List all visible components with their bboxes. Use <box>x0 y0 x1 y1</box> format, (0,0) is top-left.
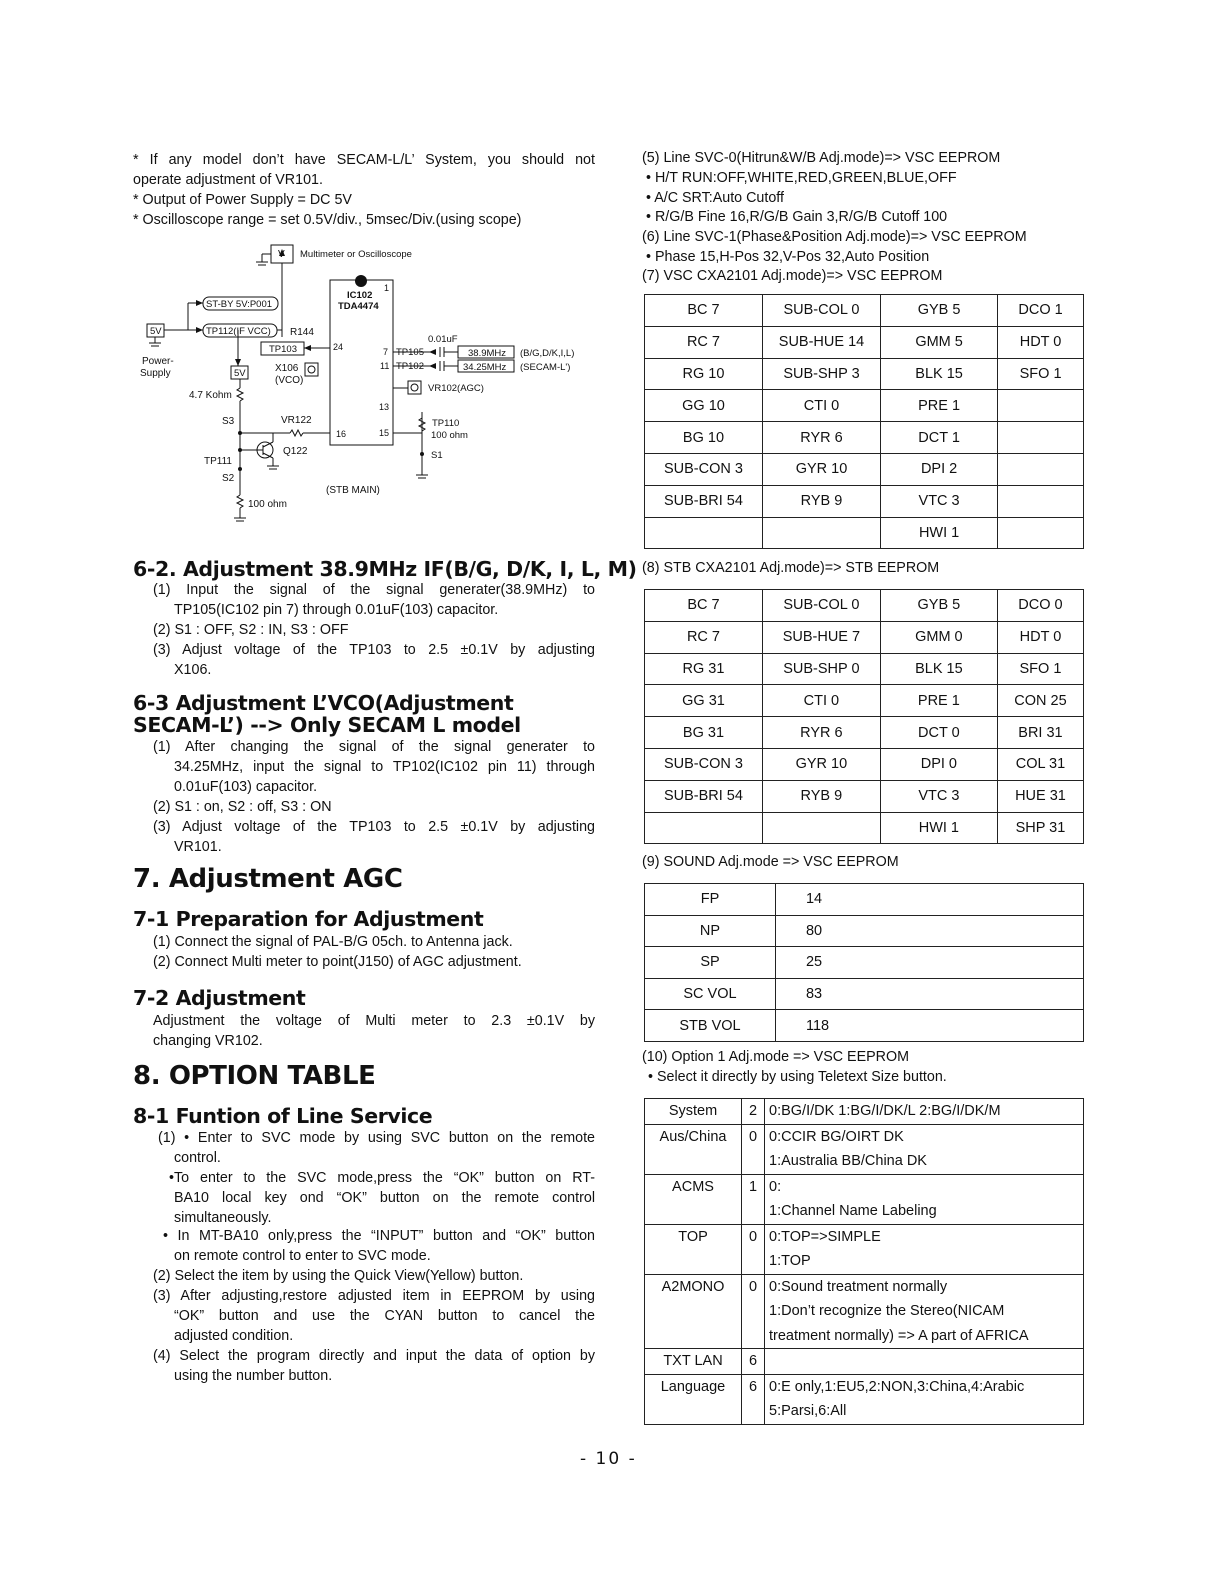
table-row <box>645 1010 1084 1042</box>
table-cell <box>998 517 1084 549</box>
table-cell: 83 <box>775 978 1083 1010</box>
diagram-label: VR102(AGC) <box>428 383 484 394</box>
text-line: (2) Connect Multi meter to point(J150) of AGC adjustment. <box>153 954 522 970</box>
section-title: SECAM-L’) --> Only SECAM L model <box>133 713 521 737</box>
diagram-label: TP102 <box>396 361 424 372</box>
section-title: 8-1 Funtion of Line Service <box>133 1104 433 1128</box>
table-cell: RYR 6 <box>762 717 880 749</box>
option-name: Language <box>645 1374 742 1424</box>
stb-cxa2101-table <box>644 589 1084 844</box>
diagram-label: 16 <box>336 429 347 439</box>
table-cell: RC 7 <box>645 621 763 653</box>
option-description-line: 1:TOP <box>769 1253 811 1269</box>
option-description-line: 1:Don’t recognize the Stereo(NICAM <box>769 1303 1005 1319</box>
table-cell: SP <box>645 947 776 979</box>
option-description-line: 5:Parsi,6:All <box>769 1403 847 1419</box>
text-line: (9) SOUND Adj.mode => VSC EEPROM <box>642 854 899 870</box>
table-cell: BRI 31 <box>997 717 1083 749</box>
table-cell: GMM 5 <box>881 326 998 358</box>
text-line: (7) VSC CXA2101 Adj.mode)=> VSC EEPROM <box>642 268 943 284</box>
section-title: 6-3 Adjustment L’VCO(Adjustment <box>133 691 514 715</box>
option-description <box>765 1099 1084 1125</box>
diagram-label: TP111 <box>204 456 232 467</box>
text-line: • R/G/B Fine 16,R/G/B Gain 3,R/G/B Cutoff 100 <box>646 209 948 225</box>
table-cell: DCO 0 <box>997 590 1083 622</box>
diagram-label: (VCO) <box>275 375 304 386</box>
diagram-label: V <box>278 249 285 260</box>
table-row <box>645 295 1084 327</box>
table-cell: BC 7 <box>645 295 763 327</box>
table-cell: HUE 31 <box>997 780 1083 812</box>
vsc-cxa2101-table <box>644 294 1084 549</box>
text-line: (1) After changing the signal of the signal generater to <box>153 739 595 755</box>
option-description-line: 0:E only,1:EU5,2:NON,3:China,4:Arabic <box>769 1378 1025 1395</box>
option-value: 6 <box>742 1349 765 1375</box>
option-description-line: treatment normally) => A part of AFRICA <box>769 1327 1029 1344</box>
table-cell <box>998 485 1084 517</box>
text-line: adjusted condition. <box>174 1328 294 1344</box>
diagram-label: 15 <box>379 428 390 438</box>
table-cell: HWI 1 <box>880 812 997 844</box>
text-line: • Phase 15,H-Pos 32,V-Pos 32,Auto Position <box>646 249 930 265</box>
table-row <box>645 590 1084 622</box>
table-row <box>645 326 1084 358</box>
table-cell: GYB 5 <box>880 590 997 622</box>
table-cell: RC 7 <box>645 326 763 358</box>
sound-table <box>644 883 1084 1042</box>
table-cell <box>998 390 1084 422</box>
text-line: (1) Connect the signal of PAL-B/G 05ch. to Antenna jack. <box>153 934 513 950</box>
table-cell: SUB-HUE 7 <box>762 621 880 653</box>
diagram-label: 1 <box>384 283 390 293</box>
table-cell: BC 7 <box>645 590 763 622</box>
table-cell: 118 <box>775 1010 1083 1042</box>
table-cell <box>645 812 763 844</box>
option-row <box>645 1174 1084 1224</box>
table-row <box>645 884 1084 916</box>
table-cell <box>762 812 880 844</box>
option1-table <box>644 1098 1084 1425</box>
table-cell: SFO 1 <box>997 653 1083 685</box>
diagram-label: S1 <box>431 450 443 461</box>
option-description-line: 0:CCIR BG/OIRT DK <box>769 1128 904 1145</box>
table-cell: PRE 1 <box>881 390 998 422</box>
table-cell: HDT 0 <box>998 326 1084 358</box>
text-line: (6) Line SVC-1(Phase&Position Adj.mode)=> VSC EEPROM <box>642 229 1027 245</box>
table-cell: PRE 1 <box>880 685 997 717</box>
table-row <box>645 653 1084 685</box>
diagram-label: 4.7 Kohm <box>189 390 232 401</box>
option-row <box>645 1274 1084 1349</box>
table-cell: BLK 15 <box>881 358 998 390</box>
table-cell: SC VOL <box>645 978 776 1010</box>
diagram-label: TP110 <box>432 418 460 429</box>
table-row <box>645 517 1084 549</box>
option-description-line: 0:BG/I/DK 1:BG/I/DK/L 2:BG/I/DK/M <box>769 1103 1001 1119</box>
option-name: TXT LAN <box>645 1349 742 1375</box>
option-value: 6 <box>742 1374 765 1424</box>
table-cell: BG 31 <box>645 717 763 749</box>
table-cell: GYR 10 <box>762 453 880 485</box>
diagram-label: TP105 <box>396 347 424 358</box>
table-cell: VTC 3 <box>881 485 998 517</box>
option-description <box>765 1274 1084 1349</box>
diagram-label: 24 <box>333 342 344 352</box>
diagram-label: (B/G,D/K,I,L) <box>520 348 575 359</box>
section-title: 7. Adjustment AGC <box>133 864 403 894</box>
option-name: Aus/China <box>645 1124 742 1174</box>
option-description <box>765 1124 1084 1174</box>
diagram-label: X106 <box>275 363 299 374</box>
diagram-label: 38.9MHz <box>468 348 507 359</box>
diagram-label: Supply <box>140 368 171 379</box>
note-line: * If any model don’t have SECAM-L/L’ System, you should not <box>133 152 595 168</box>
text-line: (3) After adjusting,restore adjusted item in EEPROM by using <box>153 1288 595 1304</box>
table-row <box>645 915 1084 947</box>
table-row <box>645 748 1084 780</box>
text-line: using the number button. <box>174 1368 333 1384</box>
text-line: (3) Adjust voltage of the TP103 to 2.5 ±0.1V by adjusting <box>153 819 595 835</box>
diagram-label: (SECAM-L') <box>520 362 571 373</box>
note-line: * Output of Power Supply = DC 5V <box>133 192 352 208</box>
table-cell: DPI 2 <box>881 453 998 485</box>
option-description-line: 0:TOP=>SIMPLE <box>769 1228 881 1245</box>
note-line: operate adjustment of VR101. <box>133 172 323 188</box>
text-line: on remote control to enter to SVC mode. <box>174 1248 431 1264</box>
table-cell: SUB-HUE 14 <box>762 326 880 358</box>
table-cell: HWI 1 <box>881 517 998 549</box>
option-value: 2 <box>742 1099 765 1125</box>
diagram-label: (STB MAIN) <box>326 485 380 496</box>
table-cell: DCT 0 <box>880 717 997 749</box>
table-cell <box>998 422 1084 454</box>
table-cell: GMM 0 <box>880 621 997 653</box>
diagram-label: TP103 <box>269 344 297 355</box>
text-line: changing VR102. <box>153 1033 263 1049</box>
text-line: (1) Input the signal of the signal generater(38.9MHz) to <box>153 582 595 598</box>
option-row <box>645 1124 1084 1174</box>
section-title: 8. OPTION TABLE <box>133 1061 376 1091</box>
section-title: 7-2 Adjustment <box>133 986 306 1010</box>
text-line: • Select it directly by using Teletext Size button. <box>648 1069 947 1085</box>
table-row <box>645 978 1084 1010</box>
table-cell: RYR 6 <box>762 422 880 454</box>
text-line: BA10 local key ond “OK” button on the remote control <box>174 1190 595 1206</box>
table-row <box>645 717 1084 749</box>
table-row <box>645 621 1084 653</box>
option-description-line <box>769 1349 1079 1373</box>
diagram-label: Multimeter or Oscilloscope <box>300 249 412 260</box>
text-line: (4) Select the program directly and input the data of option by <box>153 1348 595 1364</box>
table-cell: COL 31 <box>997 748 1083 780</box>
text-line: • A/C SRT:Auto Cutoff <box>646 190 784 206</box>
table-cell: RG 10 <box>645 358 763 390</box>
diagram-label: R144 <box>290 327 314 338</box>
section-title: 6-2. Adjustment 38.9MHz IF(B/G, D/K, I, L, M) <box>133 557 637 581</box>
option-description <box>765 1174 1084 1224</box>
table-cell: GYB 5 <box>881 295 998 327</box>
table-row <box>645 685 1084 717</box>
section-title: 7-1 Preparation for Adjustment <box>133 907 484 931</box>
table-row <box>645 780 1084 812</box>
table-cell: SUB-COL 0 <box>762 295 880 327</box>
text-line: 0.01uF(103) capacitor. <box>174 779 318 795</box>
diagram-label: 7 <box>383 347 389 357</box>
table-cell: RYB 9 <box>762 485 880 517</box>
diagram-label: 11 <box>380 361 390 371</box>
table-cell: RYB 9 <box>762 780 880 812</box>
table-cell: RG 31 <box>645 653 763 685</box>
text-line: •To enter to the SVC mode,press the “OK” button on RT- <box>169 1170 595 1186</box>
option-row <box>645 1349 1084 1375</box>
text-line: VR101. <box>174 839 222 855</box>
option-name: System <box>645 1099 742 1125</box>
table-cell: BLK 15 <box>880 653 997 685</box>
option-description-line: 0:Sound treatment normally <box>769 1278 948 1295</box>
diagram-label: 34.25MHz <box>463 362 507 373</box>
table-cell: DPI 0 <box>880 748 997 780</box>
table-cell: SUB-BRI 54 <box>645 485 763 517</box>
table-cell: GG 31 <box>645 685 763 717</box>
table-cell: HDT 0 <box>997 621 1083 653</box>
diagram-label: ST-BY 5V:P001 <box>206 299 273 310</box>
diagram-label: Q122 <box>283 446 308 457</box>
diagram-label: S2 <box>222 473 235 484</box>
option-description <box>765 1374 1084 1424</box>
option-description <box>765 1224 1084 1274</box>
table-row <box>645 358 1084 390</box>
option-value: 0 <box>742 1224 765 1274</box>
table-cell: DCT 1 <box>881 422 998 454</box>
table-cell: CON 25 <box>997 685 1083 717</box>
table-cell: GYR 10 <box>762 748 880 780</box>
table-row <box>645 947 1084 979</box>
diagram-label: IC102 <box>347 290 373 301</box>
option-name: A2MONO <box>645 1274 742 1349</box>
table-cell: VTC 3 <box>880 780 997 812</box>
table-cell: FP <box>645 884 776 916</box>
table-row <box>645 422 1084 454</box>
option-description-line: 0: <box>769 1178 782 1195</box>
table-cell: SUB-SHP 0 <box>762 653 880 685</box>
table-cell: GG 10 <box>645 390 763 422</box>
table-row <box>645 812 1084 844</box>
option-value: 0 <box>742 1124 765 1174</box>
text-line: 34.25MHz, input the signal to TP102(IC102 pin 11) through <box>174 759 595 775</box>
option-row <box>645 1374 1084 1424</box>
diagram-label: 0.01uF <box>428 334 458 345</box>
text-line: • In MT-BA10 only,press the “INPUT” button and “OK” button <box>163 1228 595 1244</box>
table-cell: STB VOL <box>645 1010 776 1042</box>
option-description-line: 1:Channel Name Labeling <box>769 1203 937 1219</box>
text-line: “OK” button and use the CYAN button to cancel the <box>174 1308 595 1324</box>
table-cell: 80 <box>775 915 1083 947</box>
page-number: - 10 - <box>580 1449 637 1469</box>
text-line: TP105(IC102 pin 7) through 0.01uF(103) capacitor. <box>174 602 499 618</box>
diagram-label: 13 <box>379 402 390 412</box>
diagram-label: 100 ohm <box>248 499 287 510</box>
diagram-label: 5V <box>150 326 162 337</box>
table-cell: BG 10 <box>645 422 763 454</box>
table-cell: CTI 0 <box>762 390 880 422</box>
circuit-diagram <box>140 240 590 535</box>
text-line: (2) S1 : on, S2 : off, S3 : ON <box>153 799 332 815</box>
table-cell: CTI 0 <box>762 685 880 717</box>
text-line: (1) • Enter to SVC mode by using SVC button on the remote <box>158 1130 595 1146</box>
text-line: (5) Line SVC-0(Hitrun&W/B Adj.mode)=> VSC EEPROM <box>642 150 1001 166</box>
option-row <box>645 1224 1084 1274</box>
diagram-label: 100 ohm <box>431 430 468 441</box>
table-cell: SUB-COL 0 <box>762 590 880 622</box>
option-row <box>645 1099 1084 1125</box>
text-line: (2) S1 : OFF, S2 : IN, S3 : OFF <box>153 622 349 638</box>
diagram-label: VR122 <box>281 415 312 426</box>
text-line: (10) Option 1 Adj.mode => VSC EEPROM <box>642 1049 909 1065</box>
option-name: TOP <box>645 1224 742 1274</box>
diagram-label: TDA4474 <box>338 301 379 312</box>
table-cell <box>998 453 1084 485</box>
text-line: X106. <box>174 662 212 678</box>
option-description <box>765 1349 1084 1375</box>
table-cell: SFO 1 <box>998 358 1084 390</box>
table-row <box>645 485 1084 517</box>
text-line: simultaneously. <box>174 1210 272 1226</box>
table-cell: SUB-SHP 3 <box>762 358 880 390</box>
diagram-label: 5V <box>234 368 246 379</box>
text-line: Adjustment the voltage of Multi meter to 2.3 ±0.1V by <box>153 1013 595 1029</box>
table-cell: NP <box>645 915 776 947</box>
text-line: (8) STB CXA2101 Adj.mode)=> STB EEPROM <box>642 560 940 576</box>
table-cell: SUB-BRI 54 <box>645 780 763 812</box>
option-value: 1 <box>742 1174 765 1224</box>
table-cell: 25 <box>775 947 1083 979</box>
diagram-label: TP112(IF VCC) <box>206 326 271 337</box>
table-cell: SHP 31 <box>997 812 1083 844</box>
text-line: (3) Adjust voltage of the TP103 to 2.5 ±0.1V by adjusting <box>153 642 595 658</box>
note-line: * Oscilloscope range = set 0.5V/div., 5msec/Div.(using scope) <box>133 212 522 228</box>
table-row <box>645 453 1084 485</box>
table-cell: SUB-CON 3 <box>645 453 763 485</box>
table-row <box>645 390 1084 422</box>
text-line: control. <box>174 1150 221 1166</box>
option-description-line: 1:Australia BB/China DK <box>769 1153 927 1169</box>
diagram-label: S3 <box>222 416 235 427</box>
table-cell: SUB-CON 3 <box>645 748 763 780</box>
text-line: • H/T RUN:OFF,WHITE,RED,GREEN,BLUE,OFF <box>646 170 957 186</box>
option-name: ACMS <box>645 1174 742 1224</box>
text-line: (2) Select the item by using the Quick View(Yellow) button. <box>153 1268 524 1284</box>
table-cell: 14 <box>775 884 1083 916</box>
table-cell <box>645 517 763 549</box>
diagram-label: Power- <box>142 356 174 367</box>
option-value: 0 <box>742 1274 765 1349</box>
table-cell <box>762 517 880 549</box>
table-cell: DCO 1 <box>998 295 1084 327</box>
